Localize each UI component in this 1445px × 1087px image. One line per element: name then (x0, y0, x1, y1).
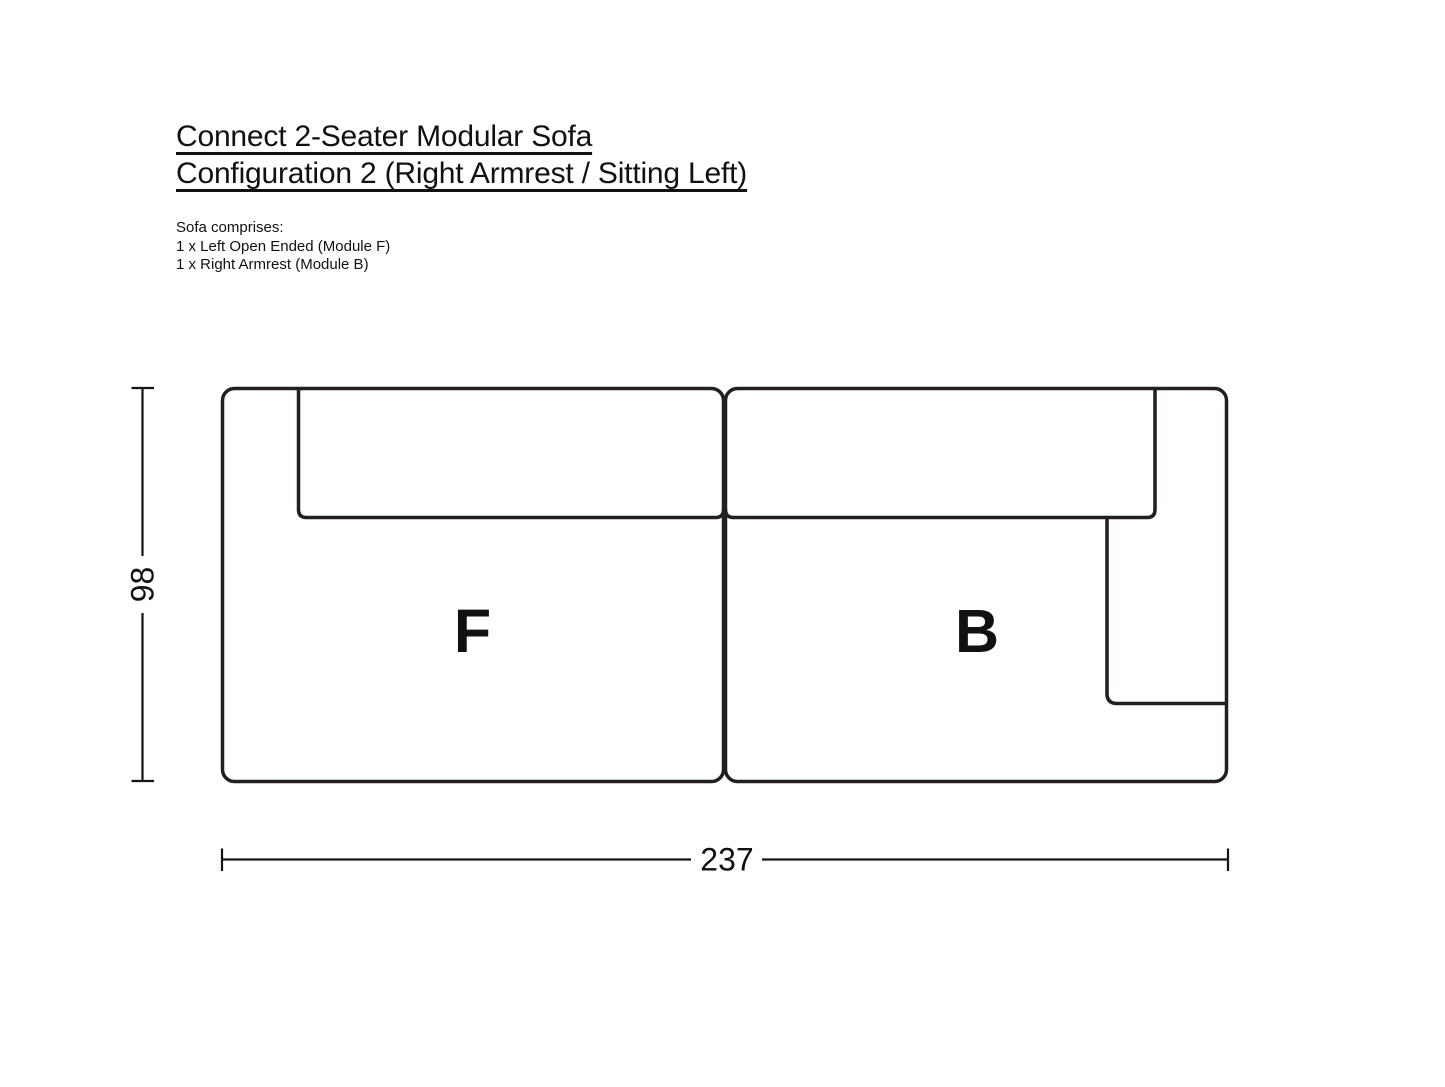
depth-dimension-value: 98 (124, 566, 161, 603)
module-b-label: B (954, 596, 1000, 665)
width-dimension-value: 237 (700, 841, 754, 878)
module-b-armrest (1107, 518, 1226, 704)
depth-dimension (125, 388, 161, 781)
module-f-label: F (453, 596, 492, 665)
composition-item-module-b: 1 x Right Armrest (Module B) (176, 256, 369, 273)
module-b-backrest-cushion (726, 390, 1156, 518)
width-dimension (222, 842, 1228, 878)
composition-heading: Sofa comprises: (176, 219, 284, 236)
module-b-outline (726, 389, 1227, 782)
module-f-backrest-cushion (299, 390, 724, 518)
page-title-line-2-text: Configuration 2 (Right Armrest / Sitting Left) (176, 157, 748, 190)
composition-item-module-f: 1 x Left Open Ended (Module F) (176, 237, 391, 255)
page-title-line-1-text: Connect 2-Seater Modular Sofa (176, 120, 593, 153)
